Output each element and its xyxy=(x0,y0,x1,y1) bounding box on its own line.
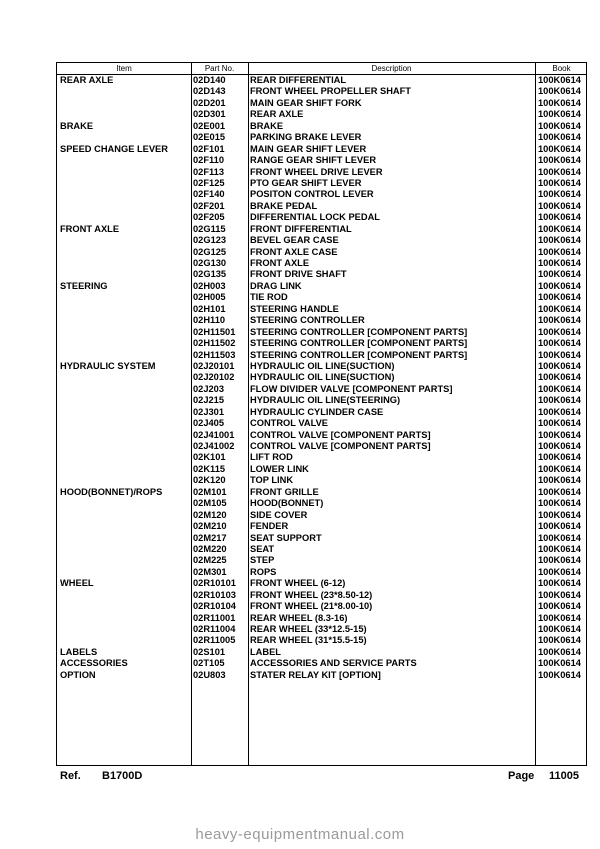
row-description: FENDER xyxy=(250,521,289,532)
row-book: 100K0614 xyxy=(538,86,581,97)
row-book: 100K0614 xyxy=(538,109,581,120)
row-description: FRONT WHEEL DRIVE LEVER xyxy=(250,166,383,177)
table-row xyxy=(57,201,586,212)
row-part-no: 02M101 xyxy=(193,486,227,497)
row-description: FRONT WHEEL PROPELLER SHAFT xyxy=(250,86,411,97)
row-book: 100K0614 xyxy=(538,543,581,554)
table-body xyxy=(57,75,586,681)
table-row xyxy=(57,178,586,189)
row-part-no: 02E001 xyxy=(193,120,226,131)
row-part-no: 02J20101 xyxy=(193,360,235,371)
row-part-no: 02R10101 xyxy=(193,578,236,589)
table-row xyxy=(57,510,586,521)
table-row xyxy=(57,544,586,555)
parts-index-table xyxy=(56,62,587,766)
row-description: BEVEL GEAR CASE xyxy=(250,235,339,246)
row-description: FRONT AXLE xyxy=(250,258,310,268)
row-description: STEERING CONTROLLER xyxy=(250,315,365,326)
row-part-no: 02F110 xyxy=(193,155,225,166)
row-book: 100K0614 xyxy=(538,269,581,280)
row-description: PARKING BRAKE LEVER xyxy=(250,132,362,143)
row-book: 100K0614 xyxy=(538,669,581,680)
row-part-no: 02E015 xyxy=(193,132,226,143)
row-description: REAR AXLE xyxy=(250,109,304,120)
table-row xyxy=(57,658,586,669)
row-part-no: 02H005 xyxy=(193,292,226,303)
table-row xyxy=(57,327,586,338)
row-item: OPTION xyxy=(60,669,96,680)
row-part-no: 02F201 xyxy=(193,200,225,211)
row-description: CONTROL VALVE [COMPONENT PARTS] xyxy=(250,429,431,440)
row-book: 100K0614 xyxy=(538,395,581,406)
row-part-no: 02J203 xyxy=(193,383,225,394)
row-description: CONTROL VALVE xyxy=(250,418,328,429)
table-row xyxy=(57,521,586,532)
table-row xyxy=(57,647,586,658)
row-description: LABEL xyxy=(250,646,281,657)
table-row xyxy=(57,430,586,441)
row-item: STEERING xyxy=(60,280,108,291)
header-part-no: Part No. xyxy=(204,64,235,73)
table-row xyxy=(57,475,586,486)
row-book: 100K0614 xyxy=(538,532,581,543)
row-part-no: 02G125 xyxy=(193,246,227,257)
row-part-no: 02F140 xyxy=(193,189,225,200)
row-description: LOWER LINK xyxy=(250,463,309,474)
row-part-no: 02J41002 xyxy=(193,441,235,451)
row-item: REAR AXLE xyxy=(60,75,114,85)
row-book: 100K0614 xyxy=(538,155,581,166)
row-item: WHEEL xyxy=(60,578,94,589)
row-part-no: 02H11503 xyxy=(193,349,236,360)
row-part-no: 02J405 xyxy=(193,418,225,429)
row-book: 100K0614 xyxy=(538,212,581,223)
table-row xyxy=(57,292,586,303)
row-part-no: 02M105 xyxy=(193,498,227,509)
table-row xyxy=(57,613,586,624)
row-description: SIDE COVER xyxy=(250,509,308,520)
table-row xyxy=(57,155,586,166)
table-row xyxy=(57,361,586,372)
table-row xyxy=(57,281,586,292)
row-book: 100K0614 xyxy=(538,292,581,303)
row-part-no: 02M217 xyxy=(193,532,227,543)
row-book: 100K0614 xyxy=(538,223,581,234)
row-description: HYDRAULIC OIL LINE(SUCTION) xyxy=(250,372,395,383)
row-description: STEERING CONTROLLER [COMPONENT PARTS] xyxy=(250,338,468,349)
row-book: 100K0614 xyxy=(538,280,581,291)
row-book: 100K0614 xyxy=(538,258,581,268)
table-row xyxy=(57,670,586,681)
row-part-no: 02J301 xyxy=(193,406,225,417)
row-part-no: 02U803 xyxy=(193,669,226,680)
table-row xyxy=(57,578,586,589)
row-part-no: 02D140 xyxy=(193,75,226,85)
header-item: Item xyxy=(116,64,132,73)
table-row xyxy=(57,533,586,544)
table-row xyxy=(57,144,586,155)
row-description: FRONT GRILLE xyxy=(250,486,319,497)
table-row xyxy=(57,338,586,349)
table-row xyxy=(57,98,586,109)
row-book: 100K0614 xyxy=(538,589,581,600)
row-description: MAIN GEAR SHIFT FORK xyxy=(250,97,362,108)
row-book: 100K0614 xyxy=(538,658,581,669)
row-book: 100K0614 xyxy=(538,521,581,532)
row-description: RANGE GEAR SHIFT LEVER xyxy=(250,155,377,166)
table-row xyxy=(57,109,586,120)
row-description: FRONT WHEEL (23*8.50-12) xyxy=(250,589,373,600)
row-book: 100K0614 xyxy=(538,475,581,486)
table-row xyxy=(57,372,586,383)
row-book: 100K0614 xyxy=(538,429,581,440)
table-row xyxy=(57,75,586,86)
row-part-no: 02F113 xyxy=(193,166,225,177)
table-row xyxy=(57,601,586,612)
row-part-no: 02R10103 xyxy=(193,589,236,600)
row-description: PTO GEAR SHIFT LEVER xyxy=(250,177,362,188)
table-row xyxy=(57,269,586,280)
row-book: 100K0614 xyxy=(538,360,581,371)
table-row xyxy=(57,189,586,200)
row-part-no: 02H101 xyxy=(193,303,226,314)
row-book: 100K0614 xyxy=(538,200,581,211)
row-item: ACCESSORIES xyxy=(60,658,128,669)
row-book: 100K0614 xyxy=(538,246,581,257)
row-book: 100K0614 xyxy=(538,566,581,577)
row-part-no: 02D301 xyxy=(193,109,226,120)
table-row xyxy=(57,121,586,132)
row-part-no: 02R11001 xyxy=(193,612,236,623)
row-book: 100K0614 xyxy=(538,372,581,383)
row-part-no: 02J20102 xyxy=(193,372,235,383)
table-row xyxy=(57,590,586,601)
row-book: 100K0614 xyxy=(538,612,581,623)
row-part-no: 02G130 xyxy=(193,258,227,268)
row-description: HOOD(BONNET) xyxy=(250,498,324,509)
row-description: FLOW DIVIDER VALVE [COMPONENT PARTS] xyxy=(250,383,453,394)
row-description: CONTROL VALVE [COMPONENT PARTS] xyxy=(250,441,431,451)
row-book: 100K0614 xyxy=(538,349,581,360)
table-row xyxy=(57,235,586,246)
row-book: 100K0614 xyxy=(538,635,581,646)
table-row xyxy=(57,224,586,235)
row-item: SPEED CHANGE LEVER xyxy=(60,143,168,154)
row-part-no: 02R10104 xyxy=(193,601,236,612)
table-row xyxy=(57,315,586,326)
table-row xyxy=(57,350,586,361)
table-row xyxy=(57,384,586,395)
row-part-no: 02M220 xyxy=(193,543,227,554)
header-description: Description xyxy=(371,64,412,73)
row-description: LIFT ROD xyxy=(250,452,293,463)
row-description: MAIN GEAR SHIFT LEVER xyxy=(250,143,367,154)
table-row xyxy=(57,452,586,463)
row-description: FRONT DRIVE SHAFT xyxy=(250,269,347,280)
row-part-no: 02H003 xyxy=(193,280,226,291)
row-book: 100K0614 xyxy=(538,463,581,474)
row-book: 100K0614 xyxy=(538,189,581,200)
row-description: BRAKE xyxy=(250,120,284,131)
row-item: HYDRAULIC SYSTEM xyxy=(60,360,156,371)
row-description: POSITON CONTROL LEVER xyxy=(250,189,374,200)
table-row xyxy=(57,86,586,97)
row-part-no: 02H110 xyxy=(193,315,226,326)
table-row xyxy=(57,441,586,452)
page-label: Page xyxy=(508,770,535,782)
row-description: STATER RELAY KIT [OPTION] xyxy=(250,669,381,680)
row-part-no: 02G123 xyxy=(193,235,227,246)
row-part-no: 02F205 xyxy=(193,212,225,223)
row-part-no: 02H11502 xyxy=(193,338,236,349)
row-book: 100K0614 xyxy=(538,555,581,566)
row-book: 100K0614 xyxy=(538,441,581,451)
row-book: 100K0614 xyxy=(538,338,581,349)
row-book: 100K0614 xyxy=(538,406,581,417)
row-book: 100K0614 xyxy=(538,418,581,429)
row-part-no: 02M120 xyxy=(193,509,227,520)
row-book: 100K0614 xyxy=(538,143,581,154)
row-book: 100K0614 xyxy=(538,235,581,246)
row-part-no: 02F125 xyxy=(193,177,225,188)
row-description: DRAG LINK xyxy=(250,280,302,291)
watermark: heavy-equipmentmanual.com xyxy=(195,826,405,843)
row-description: DIFFERENTIAL LOCK PEDAL xyxy=(250,212,380,223)
row-part-no: 02M301 xyxy=(193,566,227,577)
row-description: REAR DIFFERENTIAL xyxy=(250,75,347,85)
row-part-no: 02S101 xyxy=(193,646,226,657)
header-book: Book xyxy=(552,64,571,73)
row-description: HYDRAULIC OIL LINE(SUCTION) xyxy=(250,360,395,371)
row-book: 100K0614 xyxy=(538,97,581,108)
row-book: 100K0614 xyxy=(538,578,581,589)
row-description: TIE ROD xyxy=(250,292,288,303)
page-footer xyxy=(56,770,587,786)
ref-label: Ref. xyxy=(60,770,81,782)
row-part-no: 02M225 xyxy=(193,555,227,566)
table-row xyxy=(57,304,586,315)
table-row xyxy=(57,567,586,578)
row-book: 100K0614 xyxy=(538,383,581,394)
table-row xyxy=(57,258,586,269)
row-book: 100K0614 xyxy=(538,498,581,509)
row-description: STEERING CONTROLLER [COMPONENT PARTS] xyxy=(250,349,468,360)
row-book: 100K0614 xyxy=(538,486,581,497)
row-book: 100K0614 xyxy=(538,132,581,143)
row-book: 100K0614 xyxy=(538,303,581,314)
row-book: 100K0614 xyxy=(538,166,581,177)
row-item: FRONT AXLE xyxy=(60,223,120,234)
table-row xyxy=(57,498,586,509)
row-book: 100K0614 xyxy=(538,624,581,634)
row-book: 100K0614 xyxy=(538,315,581,326)
row-description: REAR WHEEL (33*12.5-15) xyxy=(250,624,367,634)
row-item: BRAKE xyxy=(60,120,94,131)
row-description: HYDRAULIC CYLINDER CASE xyxy=(250,406,384,417)
table-row xyxy=(57,247,586,258)
table-row xyxy=(57,464,586,475)
row-description: SEAT SUPPORT xyxy=(250,532,322,543)
row-item: HOOD(BONNET)/ROPS xyxy=(60,486,163,497)
row-description: FRONT AXLE CASE xyxy=(250,246,338,257)
row-part-no: 02K115 xyxy=(193,463,226,474)
row-description: SEAT xyxy=(250,543,275,554)
row-part-no: 02H11501 xyxy=(193,326,236,337)
row-description: REAR WHEEL (8.3-16) xyxy=(250,612,348,623)
row-book: 100K0614 xyxy=(538,120,581,131)
row-part-no: 02M210 xyxy=(193,521,227,532)
row-book: 100K0614 xyxy=(538,177,581,188)
row-description: STEERING HANDLE xyxy=(250,303,339,314)
row-description: ACCESSORIES AND SERVICE PARTS xyxy=(250,658,417,669)
row-part-no: 02J215 xyxy=(193,395,225,406)
row-book: 100K0614 xyxy=(538,75,581,85)
row-part-no: 02D143 xyxy=(193,86,226,97)
row-part-no: 02J41001 xyxy=(193,429,235,440)
row-part-no: 02R11005 xyxy=(193,635,236,646)
row-part-no: 02F101 xyxy=(193,143,225,154)
row-description: ROPS xyxy=(250,566,277,577)
table-row xyxy=(57,132,586,143)
row-book: 100K0614 xyxy=(538,601,581,612)
table-row xyxy=(57,407,586,418)
row-description: STEP xyxy=(250,555,275,566)
table-row xyxy=(57,635,586,646)
table-row xyxy=(57,624,586,635)
table-row xyxy=(57,487,586,498)
table-row xyxy=(57,418,586,429)
row-book: 100K0614 xyxy=(538,326,581,337)
row-description: HYDRAULIC OIL LINE(STEERING) xyxy=(250,395,401,406)
table-row xyxy=(57,555,586,566)
row-description: REAR WHEEL (31*15.5-15) xyxy=(250,635,367,646)
row-book: 100K0614 xyxy=(538,452,581,463)
row-item: LABELS xyxy=(60,646,98,657)
row-part-no: 02T105 xyxy=(193,658,225,669)
table-row xyxy=(57,395,586,406)
row-part-no: 02K101 xyxy=(193,452,226,463)
row-description: FRONT WHEEL (21*8.00-10) xyxy=(250,601,373,612)
page-number: 11005 xyxy=(549,770,579,782)
table-row xyxy=(57,167,586,178)
row-description: FRONT WHEEL (6-12) xyxy=(250,578,346,589)
row-description: STEERING CONTROLLER [COMPONENT PARTS] xyxy=(250,326,468,337)
row-part-no: 02G115 xyxy=(193,223,226,234)
ref-value: B1700D xyxy=(102,770,143,782)
row-description: TOP LINK xyxy=(250,475,294,486)
table-header xyxy=(57,63,586,75)
table-row xyxy=(57,212,586,223)
row-part-no: 02K120 xyxy=(193,475,226,486)
row-book: 100K0614 xyxy=(538,646,581,657)
row-description: FRONT DIFFERENTIAL xyxy=(250,223,352,234)
row-part-no: 02D201 xyxy=(193,97,226,108)
row-description: BRAKE PEDAL xyxy=(250,200,318,211)
row-book: 100K0614 xyxy=(538,509,581,520)
row-part-no: 02R11004 xyxy=(193,624,236,634)
row-part-no: 02G135 xyxy=(193,269,227,280)
